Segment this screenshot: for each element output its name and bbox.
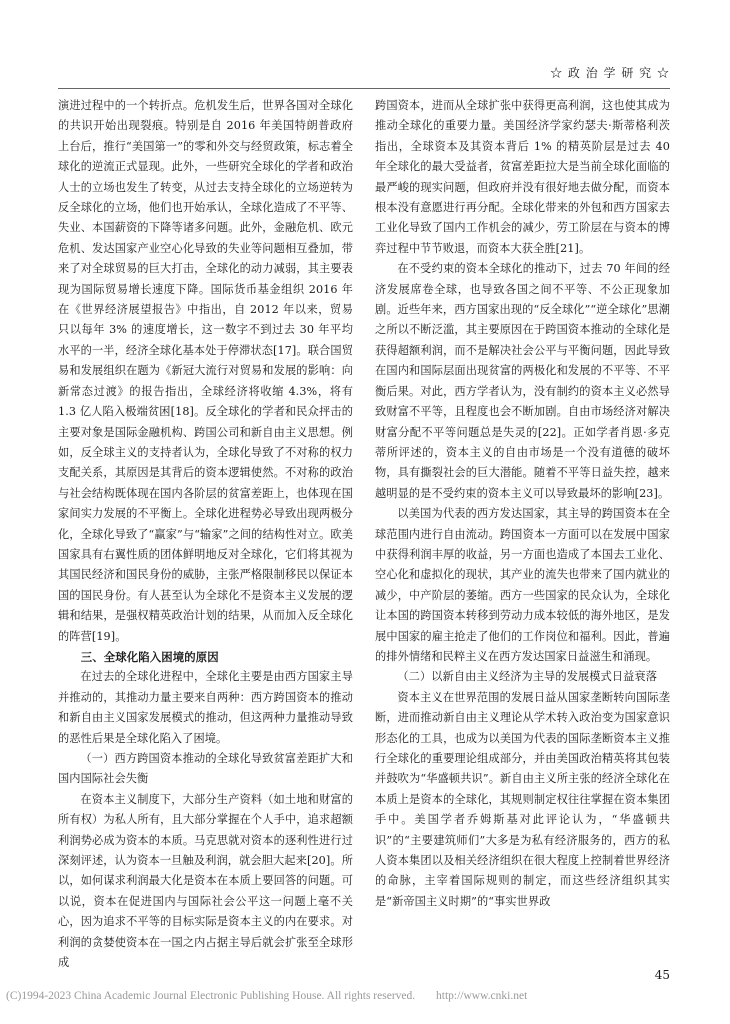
copyright-footer bbox=[6, 990, 527, 1002]
left-paragraph-1: 演进过程中的一个转折点。危机发生后，世界各国对全球化的共识开始出现裂痕。特别是自 2016 年美国特朗普政府上台后，推行“美国第一”的零和外交与经贸政策，标志着全球化的逆流正式显现。此外，一些研究全球化的学者和政治人士的立场也发生了转变，从过去支持全球化的立场逆转为反全球化的立场，他们也开始承认，全球化造成了不平等、失业、本国薪资的下降等诸多问题。此外，金融危机、欧元危机、发达国家产业空心化导致的失业等问题相互叠加，带来了对全球贸易的巨大打击，全球化的动力减弱，其主要表现为国际贸易增长速度下降。国际货币基金组织 2016 年在《世界经济展望报告》中指出，自 2012 年以来，贸易只以每年 3% 的速度增长，这一数字不到过去 30 年平均水平的一半，经济全球化基本处于停滞状态[17]。联合国贸易和发展组织在题为《新冠大流行对贸易和发展的影响：向新常态过渡》的报告指出，全球经济将收缩 4.3%，将有 1.3 亿人陷入极端贫困[18]。反全球化的学者和民众抨击的主要对象是国际金融机构、跨国公司和新自由主义思想。例如，反全球主义的支持者认为，全球化导致了不对称的权力支配关系，其原因是其背后的资本逻辑使然。不对称的政治与社会结构既体现在国内各阶层的贫富差距上，也体现在国家间实力发展的不平衡上。全球化进程势必导致出现两极分化，全球化导致了“赢家”与“输家”之间的结构性对立。欧美国家具有右翼性质的团体鲜明地反对全球化，它们将其视为其国民经济和国民身份的威胁，主张严格限制移民以保证本国的国民身份。有人甚至认为全球化不是资本主义发展的逻辑和结果，是强权精英政治计划的结果，从而加入反全球化的阵营[19]。 bbox=[58, 99, 353, 643]
header-rule bbox=[58, 88, 670, 89]
section-heading-3: 三、全球化陷入困境的原因 bbox=[80, 649, 219, 664]
page-number: 45 bbox=[654, 968, 670, 982]
subsection-heading-1: （一）西方跨国资本推动的全球化导致贫富差距扩大和国内国际社会失衡 bbox=[58, 752, 353, 786]
right-paragraph-3: 以美国为代表的西方发达国家，其主导的跨国资本在全球范围内进行自由流动。跨国资本一方面可以在发展中国家中获得利润丰厚的收益，另一方面也造成了本国去工业化、空心化和虚拟化的现状，其产业的流失也带来了国内就业的减少，中产阶层的萎缩。西方一些国家的民众认为，全球化让本国的跨国资本转移到劳动力成本较低的海外地区，是发展中国家的雇主抢走了他们的工作岗位和福利。因此，普遍的排外情绪和民粹主义在西方发达国家日益滋生和涌现。 bbox=[375, 507, 670, 663]
left-paragraph-2: 在过去的全球化进程中，全球化主要是由西方国家主导并推动的，其推动力量主要来自两种：西方跨国资本的推动和新自由主义国家发展模式的推动，但这两种力量推动导致的恶性后果是全球化陷入了困境。 bbox=[58, 670, 353, 745]
right-paragraph-1: 跨国资本，进而从全球扩张中获得更高利润，这也使其成为推动全球化的重要力量。美国经济学家约瑟夫·斯蒂格利茨指出，全球资本及其资本背后 1% 的精英阶层是过去 40 年全球化的最大受益者，贫富差距拉大是当前全球化面临的最严峻的现实问题，但政府并没有很好地去做分配，而资本根本没有意愿进行再分配。全球化带来的外包和西方国家去工业化导致了国内工作机会的减少，劳工阶层在与资本的博弈过程中节节败退，而资本大获全胜[21]。 bbox=[375, 99, 670, 255]
cnki-url[interactable]: http://www.cnki.net bbox=[436, 990, 528, 1002]
right-paragraph-2: 在不受约束的资本全球化的推动下，过去 70 年间的经济发展席卷全球，也导致各国之间不平等、不公正现象加剧。近些年来，西方国家出现的“反全球化”“逆全球化”思潮之所以不断泛滥，其主要原因在于跨国资本推动的全球化是获得超额利润，而不是解决社会公平与平衡问题，因此导致在国内和国际层面出现贫富的两极化和发展的不平等、不平衡后果。对此，西方学者认为，没有制约的资本主义必然导致财富不平等，且程度也会不断加剧。自由市场经济对解决财富分配不平等问题总是失灵的[22]。正如学者肖恩·多克蒂所评述的，资本主义的自由市场是一个没有道德的破坏物，具有撕裂社会的巨大潜能。随着不平等日益失控，越来越明显的是不受约束的资本主义可以导致最坏的影响[23]。 bbox=[375, 262, 670, 500]
copyright-text: (C)1994-2023 China Academic Journal Electronic Publishing House. All rights reserved. bbox=[6, 990, 416, 1002]
left-column bbox=[58, 96, 353, 973]
left-paragraph-3: 在资本主义制度下，大部分生产资料（如土地和财富的所有权）为私人所有，且大部分掌握在个人手中，追求超额利润势必成为资本的本质。马克思就对资本的逐利性进行过深刻评述，认为资本一旦触及利润，就会胆大起来[20]。所以，如何谋求利润最大化是资本在本质上要回答的问题。可以说，资本在促进国内与国际社会公平这一问题上毫不关心，因为追求不平等的目标实际是资本主义的内在要求。对利润的贪婪使资本在一国之内占据主导后就会扩张至全球形成 bbox=[58, 792, 353, 970]
right-paragraph-4: 资本主义在世界范围的发展日益从国家垄断转向国际垄断，进而推动新自由主义理论从学术转入政治变为国家意识形态化的工具，也成为以美国为代表的国际垄断资本主义推行全球化的重要理论组成部分，并由美国政治精英将其包装并鼓吹为“华盛顿共识”。新自由主义所主张的经济全球化在本质上是资本的全球化，其规则制定权往往掌握在资本集团手中。美国学者乔姆斯基对此评论认为，“华盛顿共识”的“主要建筑师们”大多是为私有经济服务的，西方的私人资本集团以及相关经济组织在很大程度上控制着世界经济的命脉，主宰着国际规则的制定，而这些经济组织其实是“新帝国主义时期”的“事实世界政 bbox=[375, 690, 670, 908]
right-column bbox=[375, 96, 670, 912]
journal-section-header: ☆ 政 治 学 研 究 ☆ bbox=[550, 66, 670, 80]
subsection-heading-2: （二）以新自由主义经济为主导的发展模式日益衰落 bbox=[397, 670, 658, 684]
